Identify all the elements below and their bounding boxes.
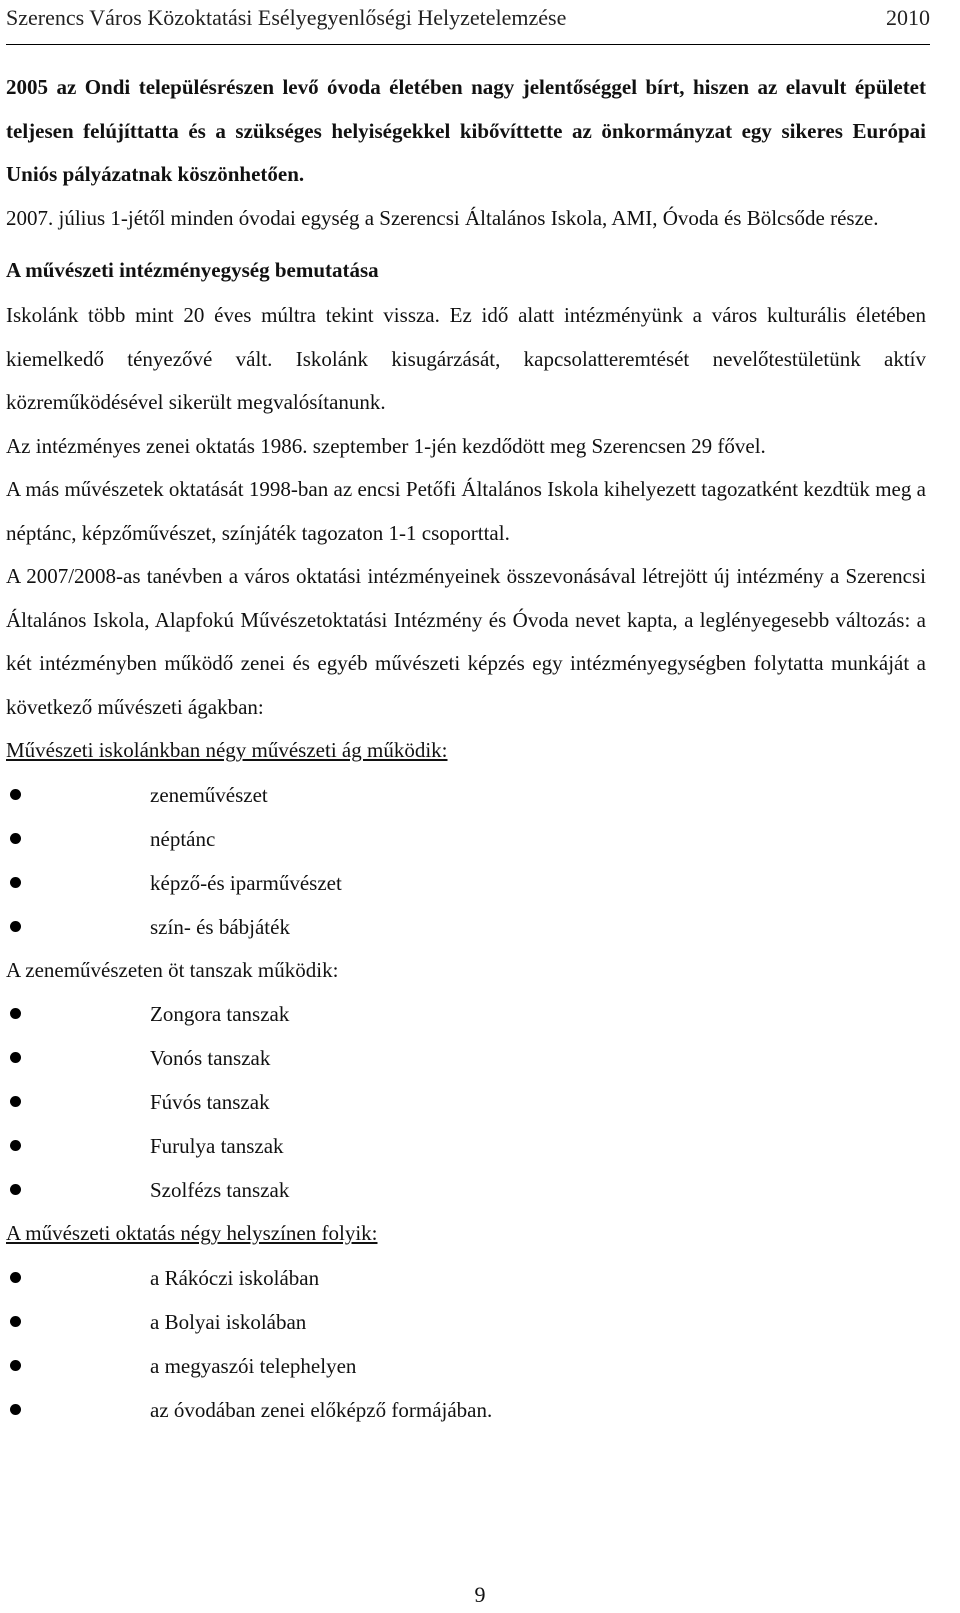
list-item: zeneművészet [6, 773, 926, 817]
page-number: 9 [474, 1582, 486, 1607]
list-title-art-branches: Művészeti iskolánkban négy művészeti ág működik: [6, 738, 448, 762]
paragraph-2007-merger: 2007. július 1-jétől minden óvodai egység a Szerencsi Általános Iskola, AMI, Óvoda és Bölcsőde része. [6, 205, 879, 230]
list-title-music-departments: A zeneművészeten öt tanszak működik: [6, 957, 339, 982]
bullet-icon [10, 1008, 21, 1019]
paragraph-history: Iskolánk több mint 20 éves múltra tekint vissza. Ez idő alatt intézményünk a város kulturális életében kiemelkedő tényezővé vált. Iskolánk kisugárzását, kapcsolatteremtését nevelőtestületünk aktív közreműködésével sikerült megvalósítanunk. [6, 303, 926, 414]
list-item: a Rákóczi iskolában [6, 1256, 926, 1300]
page-header [6, 0, 930, 36]
bullet-icon [10, 921, 21, 932]
bullet-icon [10, 1272, 21, 1283]
paragraph-other-arts: A más művészetek oktatását 1998-ban az encsi Petőfi Általános Iskola kihelyezett tagozatként kezdtük meg a néptánc, képzőművészet, színjáték tagozaton 1-1 csoporttal. [6, 477, 926, 545]
header-title: Szerencs Város Közoktatási Esélyegyenlőségi Helyzetelemzése [6, 5, 567, 30]
list-title-locations: A művészeti oktatás négy helyszínen folyik: [6, 1221, 378, 1245]
bullet-icon [10, 1052, 21, 1063]
bullet-icon [10, 1404, 21, 1415]
bullet-icon [10, 833, 21, 844]
bullet-icon [10, 1360, 21, 1371]
header-year: 2010 [886, 5, 930, 30]
list-item: néptánc [6, 817, 926, 861]
list-item: a megyaszói telephelyen [6, 1344, 926, 1388]
list-item: Furulya tanszak [6, 1124, 926, 1168]
list-item: Szolfézs tanszak [6, 1168, 926, 1212]
bullet-icon [10, 877, 21, 888]
list-item: Vonós tanszak [6, 1036, 926, 1080]
list-item: az óvodában zenei előképző formájában. [6, 1388, 926, 1432]
section-heading: A művészeti intézményegység bemutatása [6, 258, 379, 282]
list-art-branches [6, 773, 926, 949]
list-music-departments [6, 992, 926, 1212]
bullet-icon [10, 1096, 21, 1107]
bullet-icon [10, 1140, 21, 1151]
list-item: a Bolyai iskolában [6, 1300, 926, 1344]
list-item: képző-és iparművészet [6, 861, 926, 905]
bullet-icon [10, 1184, 21, 1195]
paragraph-ondi-kindergarten: 2005 az Ondi településrészen levő óvoda életében nagy jelentőséggel bírt, hiszen az elavult épületet teljesen felújíttatta és a szükséges helyiségekkel kibővíttette az önkormányzat egy sikeres Európai Uniós pályázatnak köszönhetően. [6, 75, 926, 186]
paragraph-new-institution: A 2007/2008-as tanévben a város oktatási intézményeinek összevonásával létrejött új intézmény a Szerencsi Általános Iskola, Alapfokú Művészetoktatási Intézmény és Óvoda nevet kapta, a leglényegesebb változás: a két intézményben működő zenei és egyéb művészeti képzés egy intézményegységben folytatta munkáját a következő művészeti ágakban: [6, 564, 926, 719]
list-item: szín- és bábjáték [6, 905, 926, 949]
list-locations [6, 1256, 926, 1432]
page-content [6, 66, 926, 1432]
list-item: Zongora tanszak [6, 992, 926, 1036]
bullet-icon [10, 789, 21, 800]
header-divider [6, 44, 930, 45]
list-item: Fúvós tanszak [6, 1080, 926, 1124]
bullet-icon [10, 1316, 21, 1327]
paragraph-music-start: Az intézményes zenei oktatás 1986. szeptember 1-jén kezdődött meg Szerencsen 29 fővel. [6, 433, 766, 458]
